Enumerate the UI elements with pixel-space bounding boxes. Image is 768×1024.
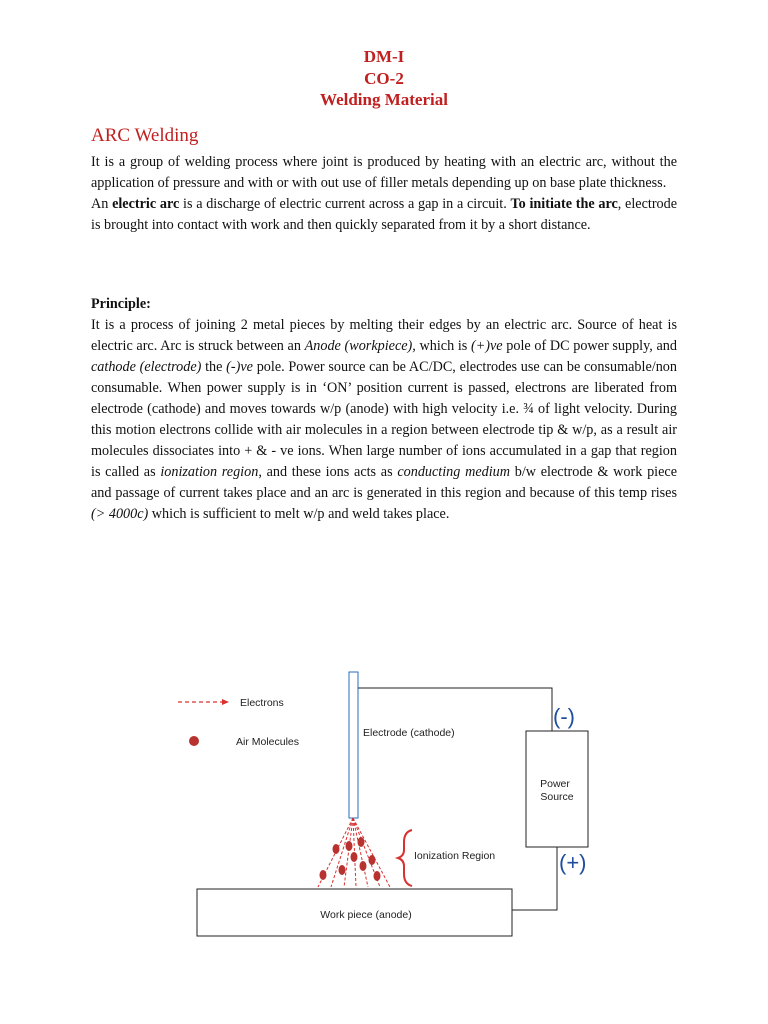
doc-title-line2: CO-2 [364, 69, 404, 88]
electrode-label: Electrode (cathode) [363, 727, 455, 739]
text-run: is a discharge of electric current across a gap in a circuit. [179, 196, 511, 212]
air-molecule [358, 837, 365, 847]
text-run: pole. Power source can be AC/DC, electrodes use can be consumable/non consumable. When power supply is in ‘ON’ position current is passed, electrons are liberated from electrode (cathode) and moves towards w/p (anode) with high velocity i.e. ¾ of light velocity. During this motion electrons collide with air molecules in a region between electrode tip & w/p, as a result air molecules dissociates into + & - ve ions. When large number of ions accumulated in a gap that region is called as [91, 359, 677, 480]
work-piece-label: Work piece (anode) [320, 909, 412, 921]
air-molecule [369, 855, 376, 865]
text-run: pole of DC power supply, and [502, 338, 677, 354]
air-molecule-legend-icon [189, 736, 199, 746]
term-cathode: cathode (electrode) [91, 359, 202, 375]
legend-electrons-label: Electrons [240, 697, 284, 709]
negative-terminal-sign: (-) [553, 704, 575, 729]
electron-legend-arrowhead [222, 699, 229, 705]
circuit-wire-negative [358, 688, 552, 731]
air-molecule [351, 852, 358, 862]
ionization-region-label: Ionization Region [414, 850, 496, 862]
air-molecule [333, 844, 340, 854]
text-run: b/w electrode & work piece and passage of current takes place and an arc is generated in this region and because of this temp rises [91, 464, 677, 501]
air-molecule [320, 870, 327, 880]
circuit-wire-positive [512, 847, 557, 910]
power-source-label-line2: Source [540, 791, 574, 803]
term-initiate-arc: To initiate the arc [510, 196, 618, 212]
text-run: , electrode is brought into contact with work and then quickly separated from it by a short distance. [91, 196, 678, 233]
term-anode: Anode (workpiece), [304, 338, 416, 354]
text-run: An [91, 196, 113, 212]
text-run: , and these ions acts as [258, 464, 398, 480]
text-run: the [201, 359, 227, 375]
electron-ray [353, 818, 390, 887]
section-heading-arc-welding: ARC Welding [91, 125, 199, 146]
intro-paragraph: It is a group of welding process where joint is produced by heating with an electric arc, without the application of pressure and with or with out use of filler metals depending up on base plate thickness. [91, 154, 677, 191]
term-minus-ve: (-)ve [226, 359, 253, 375]
term-conducting-medium: conducting medium [397, 464, 511, 480]
text-run: which is sufficient to melt w/p and weld takes place. [148, 506, 450, 522]
doc-title-line1: DM-I [363, 47, 405, 66]
ionization-brace [398, 830, 412, 886]
air-molecules [320, 837, 381, 881]
electron-ray [344, 818, 353, 887]
air-molecule [346, 841, 353, 851]
air-molecule [339, 865, 346, 875]
term-ionization-region: ionization region [160, 464, 259, 480]
term-temperature: (> 4000c) [91, 506, 149, 522]
doc-title-line3: Welding Material [320, 90, 448, 109]
legend-air-molecules-label: Air Molecules [236, 736, 300, 748]
positive-terminal-sign: (+) [559, 850, 587, 875]
power-source-label-line1: Power [540, 778, 570, 790]
air-molecule [360, 861, 367, 871]
text-run: It is a process of joining 2 metal pieces by melting their edges by an electric arc. Source of heat is electric arc. Arc is struck between an [91, 317, 677, 354]
air-molecule [374, 871, 381, 881]
principle-heading: Principle: [91, 296, 151, 312]
term-plus-ve: (+)ve [470, 338, 503, 354]
electrode-rod [349, 672, 358, 818]
text-run: which is [415, 338, 471, 354]
term-electric-arc: electric arc [112, 196, 180, 212]
